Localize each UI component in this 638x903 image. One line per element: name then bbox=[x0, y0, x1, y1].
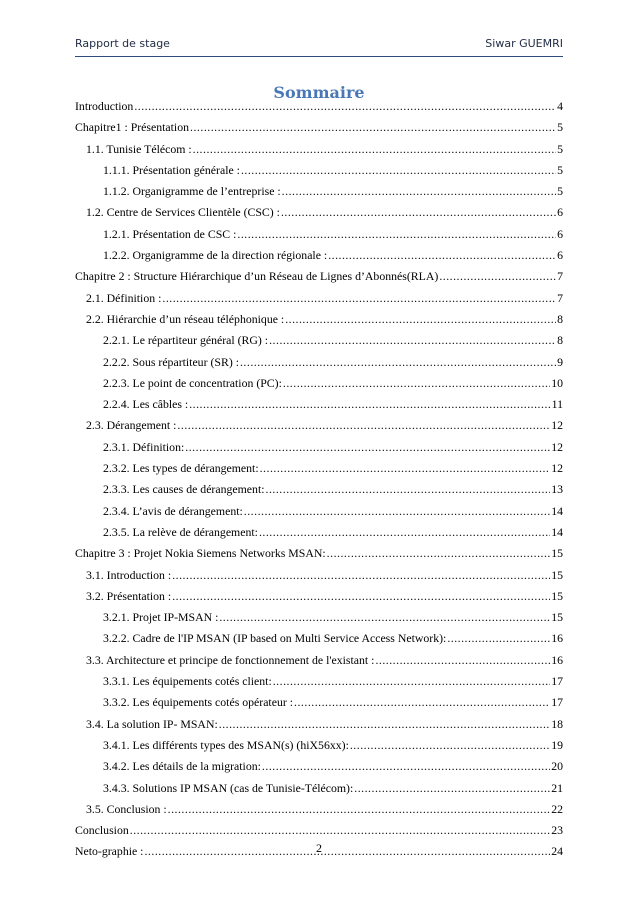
toc-entry-page: 8 bbox=[557, 333, 563, 348]
toc-entry[interactable] bbox=[75, 781, 563, 802]
toc-entry[interactable] bbox=[75, 653, 563, 674]
toc-entry-title: 3.3.2. Les équipements cotés opérateur : bbox=[103, 695, 294, 710]
toc-dot-leader bbox=[189, 397, 550, 412]
toc-dot-leader bbox=[328, 248, 556, 263]
toc-entry[interactable] bbox=[75, 120, 563, 141]
toc-entry-title: 3.4. La solution IP- MSAN: bbox=[86, 716, 218, 731]
toc-entry-page: 15 bbox=[551, 546, 563, 561]
toc-entry-title: 2.2.2. Sous répartiteur (SR) : bbox=[103, 354, 239, 369]
toc-entry-page: 15 bbox=[551, 567, 563, 582]
toc-dot-leader bbox=[283, 376, 550, 391]
toc-entry[interactable] bbox=[75, 717, 563, 738]
toc-entry-title: 1.1. Tunisie Télécom : bbox=[86, 141, 192, 156]
toc-entry-title: 3.4.1. Les différents types des MSAN(s) (hiX56xx): bbox=[103, 737, 349, 752]
toc-entry[interactable] bbox=[75, 205, 563, 226]
toc-entry-page: 8 bbox=[557, 311, 563, 326]
toc-dot-leader bbox=[262, 759, 550, 774]
toc-entry[interactable] bbox=[75, 376, 563, 397]
toc-entry[interactable] bbox=[75, 397, 563, 418]
toc-dot-leader bbox=[266, 482, 551, 497]
toc-dot-leader bbox=[285, 312, 556, 327]
toc-entry-page: 12 bbox=[551, 439, 563, 454]
toc-dot-leader bbox=[294, 695, 550, 710]
toc-entry-title: 3.1. Introduction : bbox=[86, 567, 172, 582]
toc-entry[interactable] bbox=[75, 440, 563, 461]
toc-entry-title: 2.2.4. Les câbles : bbox=[103, 397, 189, 412]
toc-dot-leader bbox=[134, 99, 556, 114]
header-report-title: Rapport de stage bbox=[75, 37, 170, 50]
toc-dot-leader bbox=[237, 227, 556, 242]
toc-dot-leader bbox=[241, 163, 556, 178]
toc-entry-page: 16 bbox=[551, 631, 563, 646]
toc-dot-leader bbox=[439, 269, 556, 284]
toc-dot-leader bbox=[269, 333, 556, 348]
table-of-contents bbox=[75, 99, 563, 866]
toc-dot-leader bbox=[219, 610, 550, 625]
toc-entry-page: 5 bbox=[557, 184, 563, 199]
page-title: Sommaire bbox=[273, 83, 365, 102]
toc-dot-leader bbox=[282, 184, 556, 199]
toc-entry[interactable] bbox=[75, 695, 563, 716]
toc-entry-title: Introduction bbox=[75, 99, 134, 113]
toc-entry-title: 3.3. Architecture et principe de fonctionnement de l'existant : bbox=[86, 652, 375, 667]
toc-entry[interactable] bbox=[75, 184, 563, 205]
toc-entry-page: 24 bbox=[551, 844, 563, 859]
page-number: 2 bbox=[316, 841, 322, 855]
toc-entry-title: 2.3.5. La relève de dérangement: bbox=[103, 524, 258, 539]
toc-entry[interactable] bbox=[75, 418, 563, 439]
toc-entry-page: 20 bbox=[551, 759, 563, 774]
toc-dot-leader bbox=[172, 589, 550, 604]
toc-dot-leader bbox=[219, 717, 550, 732]
toc-entry-title: 2.2.3. Le point de concentration (PC): bbox=[103, 375, 282, 390]
toc-entry[interactable] bbox=[75, 142, 563, 163]
toc-entry[interactable] bbox=[75, 738, 563, 759]
toc-entry-title: Chapitre1 : Présentation bbox=[75, 120, 190, 135]
toc-entry[interactable] bbox=[75, 291, 563, 312]
toc-entry-title: 2.2.1. Le répartiteur général (RG) : bbox=[103, 333, 269, 348]
toc-entry-page: 22 bbox=[551, 801, 563, 816]
toc-entry[interactable] bbox=[75, 525, 563, 546]
toc-entry-title: 2.3.1. Définition: bbox=[103, 439, 185, 454]
toc-entry-page: 6 bbox=[557, 248, 563, 263]
toc-entry-page: 5 bbox=[557, 162, 563, 177]
toc-entry-title: 3.2. Présentation : bbox=[86, 588, 172, 603]
toc-entry-title: 2.1. Définition : bbox=[86, 290, 162, 305]
toc-entry-title: 1.1.1. Présentation générale : bbox=[103, 162, 240, 177]
toc-entry-page: 18 bbox=[551, 716, 563, 731]
toc-entry[interactable] bbox=[75, 610, 563, 631]
toc-entry[interactable] bbox=[75, 546, 563, 567]
toc-entry-title: 3.3.1. Les équipements cotés client: bbox=[103, 674, 272, 689]
toc-dot-leader bbox=[130, 823, 550, 838]
toc-entry-page: 11 bbox=[551, 397, 563, 412]
toc-entry-page: 23 bbox=[551, 823, 563, 838]
toc-entry-page: 4 bbox=[557, 99, 563, 113]
toc-entry[interactable] bbox=[75, 163, 563, 184]
toc-entry[interactable] bbox=[75, 227, 563, 248]
toc-entry-page: 15 bbox=[551, 610, 563, 625]
toc-entry-page: 9 bbox=[557, 354, 563, 369]
toc-entry-title: 3.2.1. Projet IP-MSAN : bbox=[103, 610, 219, 625]
toc-entry-page: 14 bbox=[551, 503, 563, 518]
toc-dot-leader bbox=[177, 418, 550, 433]
toc-entry-title: 2.3. Dérangement : bbox=[86, 418, 177, 433]
toc-entry-title: 3.2.2. Cadre de l'IP MSAN (IP based on Multi Service Access Network): bbox=[103, 631, 447, 646]
toc-entry[interactable] bbox=[75, 589, 563, 610]
toc-entry[interactable] bbox=[75, 312, 563, 333]
toc-dot-leader bbox=[259, 525, 550, 540]
toc-entry-title: 2.2. Hiérarchie d’un réseau téléphonique : bbox=[86, 311, 285, 326]
toc-entry[interactable] bbox=[75, 269, 563, 290]
toc-entry-title: Conclusion bbox=[75, 823, 129, 838]
toc-entry-title: 1.2.2. Organigramme de la direction régionale : bbox=[103, 248, 328, 263]
page-header bbox=[75, 37, 563, 57]
toc-entry-page: 10 bbox=[551, 375, 563, 390]
toc-entry-title: 2.3.2. Les types de dérangement: bbox=[103, 461, 259, 476]
toc-dot-leader bbox=[193, 142, 556, 157]
toc-entry[interactable] bbox=[75, 504, 563, 525]
toc-entry[interactable] bbox=[75, 99, 563, 120]
toc-dot-leader bbox=[244, 504, 550, 519]
toc-entry-page: 7 bbox=[557, 269, 563, 284]
toc-entry-page: 5 bbox=[557, 120, 563, 135]
toc-entry-title: Chapitre 3 : Projet Nokia Siemens Networks MSAN: bbox=[75, 546, 326, 561]
toc-dot-leader bbox=[281, 205, 556, 220]
toc-entry-title: 3.5. Conclusion : bbox=[86, 801, 167, 816]
toc-entry-title: 2.3.4. L’avis de dérangement: bbox=[103, 503, 243, 518]
toc-dot-leader bbox=[354, 781, 550, 796]
toc-dot-leader bbox=[273, 674, 550, 689]
toc-entry-page: 12 bbox=[551, 461, 563, 476]
toc-entry[interactable] bbox=[75, 568, 563, 589]
toc-entry[interactable] bbox=[75, 631, 563, 652]
toc-entry-page: 13 bbox=[551, 482, 563, 497]
toc-entry-title: 1.1.2. Organigramme de l’entreprise : bbox=[103, 184, 281, 199]
toc-entry-page: 6 bbox=[557, 205, 563, 220]
toc-dot-leader bbox=[190, 120, 556, 135]
toc-entry[interactable] bbox=[75, 355, 563, 376]
header-rule bbox=[75, 56, 563, 57]
toc-dot-leader bbox=[185, 440, 550, 455]
toc-entry[interactable] bbox=[75, 482, 563, 503]
toc-entry-page: 5 bbox=[557, 141, 563, 156]
toc-entry[interactable] bbox=[75, 248, 563, 269]
toc-entry-title: Chapitre 2 : Structure Hiérarchique d’un Réseau de Lignes d’Abonnés(RLA) bbox=[75, 269, 439, 284]
toc-entry[interactable] bbox=[75, 461, 563, 482]
toc-entry[interactable] bbox=[75, 674, 563, 695]
toc-dot-leader bbox=[260, 461, 551, 476]
toc-entry-page: 15 bbox=[551, 588, 563, 603]
toc-entry-title: 2.3.3. Les causes de dérangement: bbox=[103, 482, 265, 497]
toc-entry-page: 17 bbox=[551, 695, 563, 710]
toc-entry[interactable] bbox=[75, 802, 563, 823]
toc-entry-title: 1.2.1. Présentation de CSC : bbox=[103, 226, 237, 241]
toc-entry-title: 1.2. Centre de Services Clientèle (CSC) : bbox=[86, 205, 280, 220]
toc-entry-page: 14 bbox=[551, 524, 563, 539]
toc-entry-page: 17 bbox=[551, 674, 563, 689]
toc-entry[interactable] bbox=[75, 333, 563, 354]
toc-entry-title: Neto-graphie : bbox=[75, 844, 144, 859]
toc-dot-leader bbox=[350, 738, 550, 753]
toc-entry[interactable] bbox=[75, 759, 563, 780]
toc-dot-leader bbox=[447, 631, 550, 646]
toc-entry-page: 12 bbox=[551, 418, 563, 433]
toc-entry-page: 16 bbox=[551, 652, 563, 667]
toc-entry-page: 19 bbox=[551, 737, 563, 752]
toc-entry-page: 21 bbox=[551, 780, 563, 795]
toc-dot-leader bbox=[162, 291, 556, 306]
toc-entry-title: 3.4.2. Les détails de la migration: bbox=[103, 759, 261, 774]
toc-entry-page: 7 bbox=[557, 290, 563, 305]
toc-dot-leader bbox=[168, 802, 551, 817]
toc-entry-page: 6 bbox=[557, 226, 563, 241]
toc-dot-leader bbox=[327, 546, 551, 561]
toc-dot-leader bbox=[240, 355, 556, 370]
toc-dot-leader bbox=[375, 653, 550, 668]
toc-entry-title: 3.4.3. Solutions IP MSAN (cas de Tunisie-Télécom): bbox=[103, 780, 354, 795]
toc-dot-leader bbox=[172, 568, 550, 583]
header-author: Siwar GUEMRI bbox=[485, 37, 563, 50]
